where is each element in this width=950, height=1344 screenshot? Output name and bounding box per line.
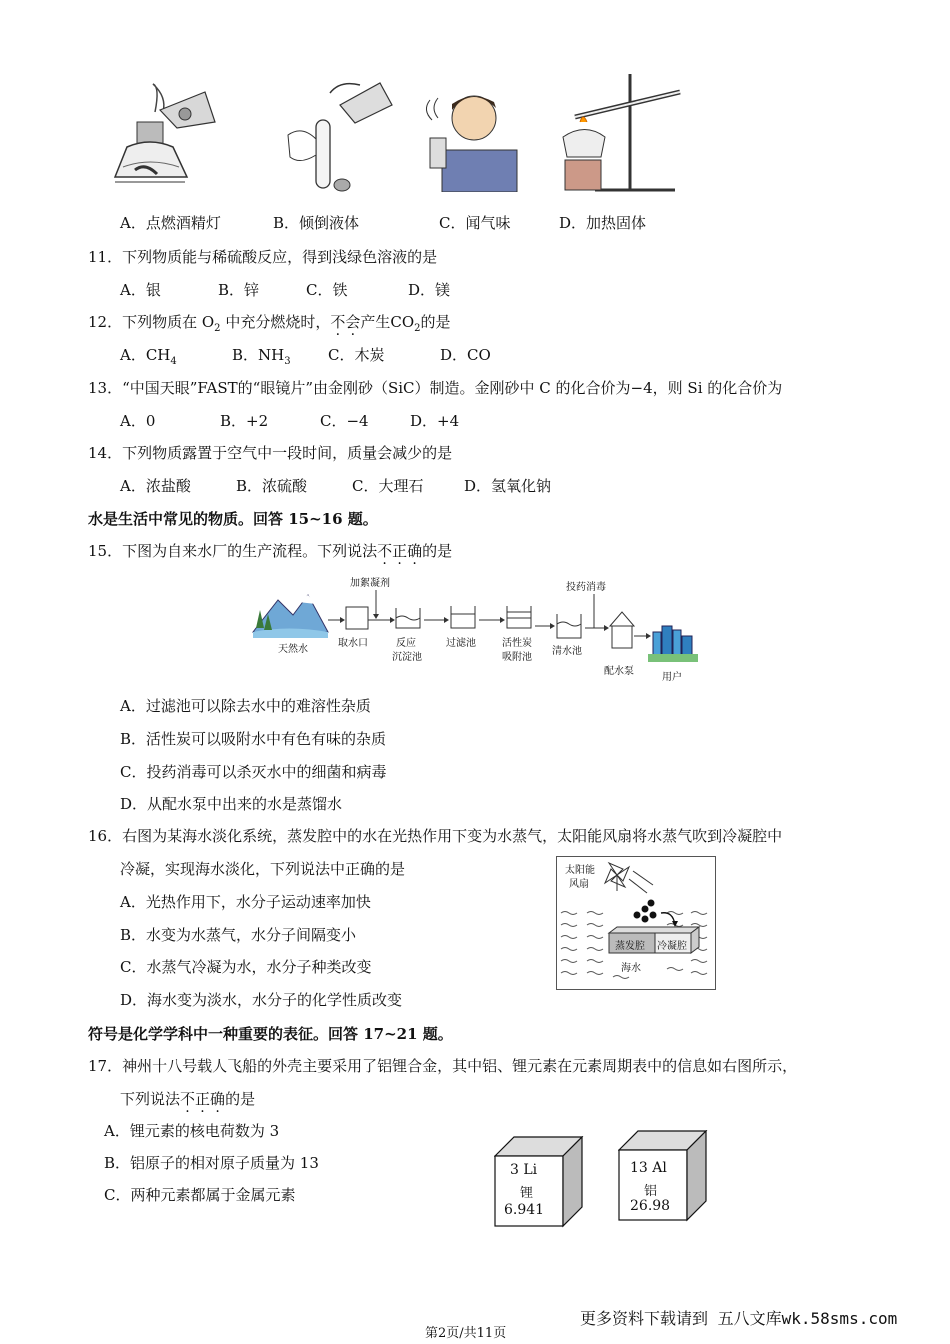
water-plant-flow-diagram: [248, 570, 718, 690]
q12-text-pre: 下列物质在 O: [122, 313, 215, 331]
download-ad-link[interactable]: 更多资料下载请到 五八文库wk.58sms.com: [580, 1309, 898, 1328]
q10-option-b: B．倾倒液体: [273, 214, 360, 232]
q12-sub-1: 2: [214, 323, 221, 334]
q12-option-b: [232, 344, 328, 367]
flow-label-filter: 过滤池: [446, 638, 476, 649]
q15-emphasis-3: 确: [407, 542, 423, 560]
q14-option-d: D．氢氧化钠: [464, 477, 552, 495]
q12-emphasis-1: 不: [330, 313, 346, 331]
page-number: 第2页/共11页: [425, 1326, 507, 1341]
q17-option-b: B．铝原子的相对原子质量为 13: [104, 1154, 319, 1172]
al-number-symbol: 13 Al: [630, 1160, 667, 1176]
q12-text-end: 的是: [420, 313, 451, 331]
alcohol-lamp-illustration: [105, 82, 225, 194]
q10-option-d: D．加热固体: [559, 214, 647, 232]
q17-stem-line2: [120, 1088, 255, 1109]
q14-option-c: C．大理石: [352, 477, 424, 495]
q12-text-mid: 中充分燃烧时，: [220, 313, 331, 331]
q13-text: “中国天眼”FAST的“眼镜片”由金刚砂（SiC）制造。金刚砂中 C 的化合价为−4，则 Si 的化合价为: [122, 379, 783, 397]
q12-text-post: 产生CO: [360, 313, 415, 331]
q17-text-pre: 下列说法: [120, 1090, 181, 1108]
q16-option-a: A．光热作用下，水分子运动速率加快: [120, 893, 371, 911]
q13-option-c: C．−4: [320, 412, 369, 430]
fig-label-evap: 蒸发腔: [615, 941, 645, 952]
flow-label-user: 用户: [662, 672, 682, 683]
flow-label-source: 天然水: [278, 644, 308, 655]
q12-sub-2: 2: [414, 323, 421, 334]
q11-option-d: D．镁: [408, 281, 451, 299]
q13-options: [120, 410, 459, 431]
q15-stem: [88, 540, 452, 561]
q17-number: 17．: [88, 1057, 123, 1075]
q15-emphasis-1: 不: [377, 542, 393, 560]
q11-option-c: C．铁: [306, 281, 348, 299]
heating-solid-illustration: [555, 72, 685, 197]
q12-stem: [88, 311, 451, 334]
q12-option-a: [120, 344, 232, 367]
q17-text-line1: 神州十八号载人飞船的外壳主要采用了铝锂合金，其中铝、锂元素在元素周期表中的信息如右图所示，: [122, 1057, 798, 1075]
q15-option-c: C．投药消毒可以杀灭水中的细菌和病毒: [120, 763, 387, 781]
q15-option-b: B．活性炭可以吸附水中有色有味的杂质: [120, 730, 387, 748]
q12-options: [120, 344, 491, 367]
element-card-li: [494, 1136, 584, 1228]
q16-option-d: D．海水变为淡水，水分子的化学性质改变: [120, 991, 403, 1009]
q11-text: 下列物质能与稀硫酸反应，得到浅绿色溶液的是: [122, 248, 438, 266]
flow-label-pump: 配水泵: [604, 666, 634, 677]
q17-emphasis-1: 不: [180, 1090, 196, 1108]
q17-stem-line1: [88, 1055, 797, 1076]
q15-option-a: A．过滤池可以除去水中的难溶性杂质: [120, 697, 371, 715]
q14-option-b: B．浓硫酸: [236, 477, 308, 495]
q12-option-a-sub: 4: [170, 356, 177, 367]
q13-option-b: B．+2: [220, 412, 269, 430]
li-number-symbol: 3 Li: [510, 1162, 538, 1178]
q10-options: [120, 212, 646, 233]
q11-stem: [88, 246, 437, 267]
q16-stem-line1: [88, 825, 782, 846]
q13-option-a: A．0: [120, 412, 156, 430]
flow-label-carbon-1: 活性炭: [502, 638, 532, 649]
flow-label-react-1: 反应: [396, 638, 416, 649]
q16-text-line1: 右图为某海水淡化系统，蒸发腔中的水在光热作用下变为水蒸气，太阳能风扇将水蒸气吹到冷凝腔中: [122, 827, 783, 845]
q17-emphasis-2: 正: [195, 1090, 211, 1108]
q17-text-post: 的是: [225, 1090, 256, 1108]
flow-label-react-2: 沉淀池: [392, 652, 422, 663]
q16-stem-line2: 冷凝，实现海水淡化，下列说法中正确的是: [120, 860, 406, 878]
q13-option-d: D．+4: [410, 412, 460, 430]
q11-number: 11．: [88, 248, 123, 266]
q12-option-b-text: B．NH: [232, 346, 285, 364]
desalination-figure: [556, 856, 716, 990]
q17-option-a: A．锂元素的核电荷数为 3: [104, 1122, 280, 1140]
q12-option-d: D．CO: [440, 346, 491, 364]
q11-options: [120, 279, 450, 300]
q16-number: 16．: [88, 827, 123, 845]
q15-number: 15．: [88, 542, 123, 560]
al-atomic-mass: 26.98: [630, 1198, 671, 1214]
element-card-al: [618, 1130, 708, 1222]
q12-number: 12．: [88, 313, 123, 331]
q14-number: 14．: [88, 444, 123, 462]
fig-label-cond: 冷凝腔: [657, 941, 687, 952]
q15-text-pre: 下图为自来水厂的生产流程。下列说法: [122, 542, 378, 560]
al-name: 铝: [644, 1184, 658, 1199]
q12-option-b-sub: 3: [284, 356, 291, 367]
section-heading-water: 水是生活中常见的物质。回答 15~16 题。: [88, 510, 378, 528]
q11-option-b: B．锌: [218, 281, 260, 299]
flow-label-disinfect: 投药消毒: [566, 582, 606, 593]
q13-stem: [88, 377, 782, 398]
q10-option-a: A．点燃酒精灯: [120, 214, 221, 232]
q15-emphasis-2: 正: [392, 542, 408, 560]
q12-option-c: C．木炭: [328, 346, 385, 364]
q11-option-a: A．银: [120, 281, 161, 299]
li-atomic-mass: 6.941: [504, 1202, 545, 1218]
q10-option-c: C．闻气味: [439, 214, 511, 232]
q15-option-d: D．从配水泵中出来的水是蒸馏水: [120, 795, 343, 813]
q13-number: 13．: [88, 379, 123, 397]
q17-option-c: C．两种元素都属于金属元素: [104, 1186, 296, 1204]
li-name: 锂: [520, 1186, 534, 1201]
q14-options: [120, 475, 551, 496]
section-heading-symbols: 符号是化学学科中一种重要的表征。回答 17~21 题。: [88, 1025, 453, 1043]
q16-option-b: B．水变为水蒸气，水分子间隔变小: [120, 926, 357, 944]
smelling-gas-illustration: [412, 80, 520, 192]
q12-emphasis-2: 会: [345, 313, 361, 331]
q15-text-post: 的是: [422, 542, 453, 560]
flow-label-clear: 清水池: [552, 646, 582, 657]
flow-label-carbon-2: 吸附池: [502, 652, 532, 663]
q14-text: 下列物质露置于空气中一段时间，质量会减少的是: [122, 444, 453, 462]
q12-option-a-text: A．CH: [120, 346, 171, 364]
q16-option-c: C．水蒸气冷凝为水，水分子种类改变: [120, 958, 372, 976]
fig-label-fan-1: 太阳能: [565, 865, 595, 876]
flow-label-coagulant: 加絮凝剂: [350, 578, 390, 589]
q14-option-a: A．浓盐酸: [120, 477, 191, 495]
q14-stem: [88, 442, 452, 463]
q17-emphasis-3: 确: [210, 1090, 226, 1108]
flow-label-intake: 取水口: [338, 638, 368, 649]
pouring-liquid-illustration: [280, 75, 400, 195]
fig-label-sea: 海水: [621, 963, 641, 974]
fig-label-fan-2: 风扇: [569, 879, 589, 890]
